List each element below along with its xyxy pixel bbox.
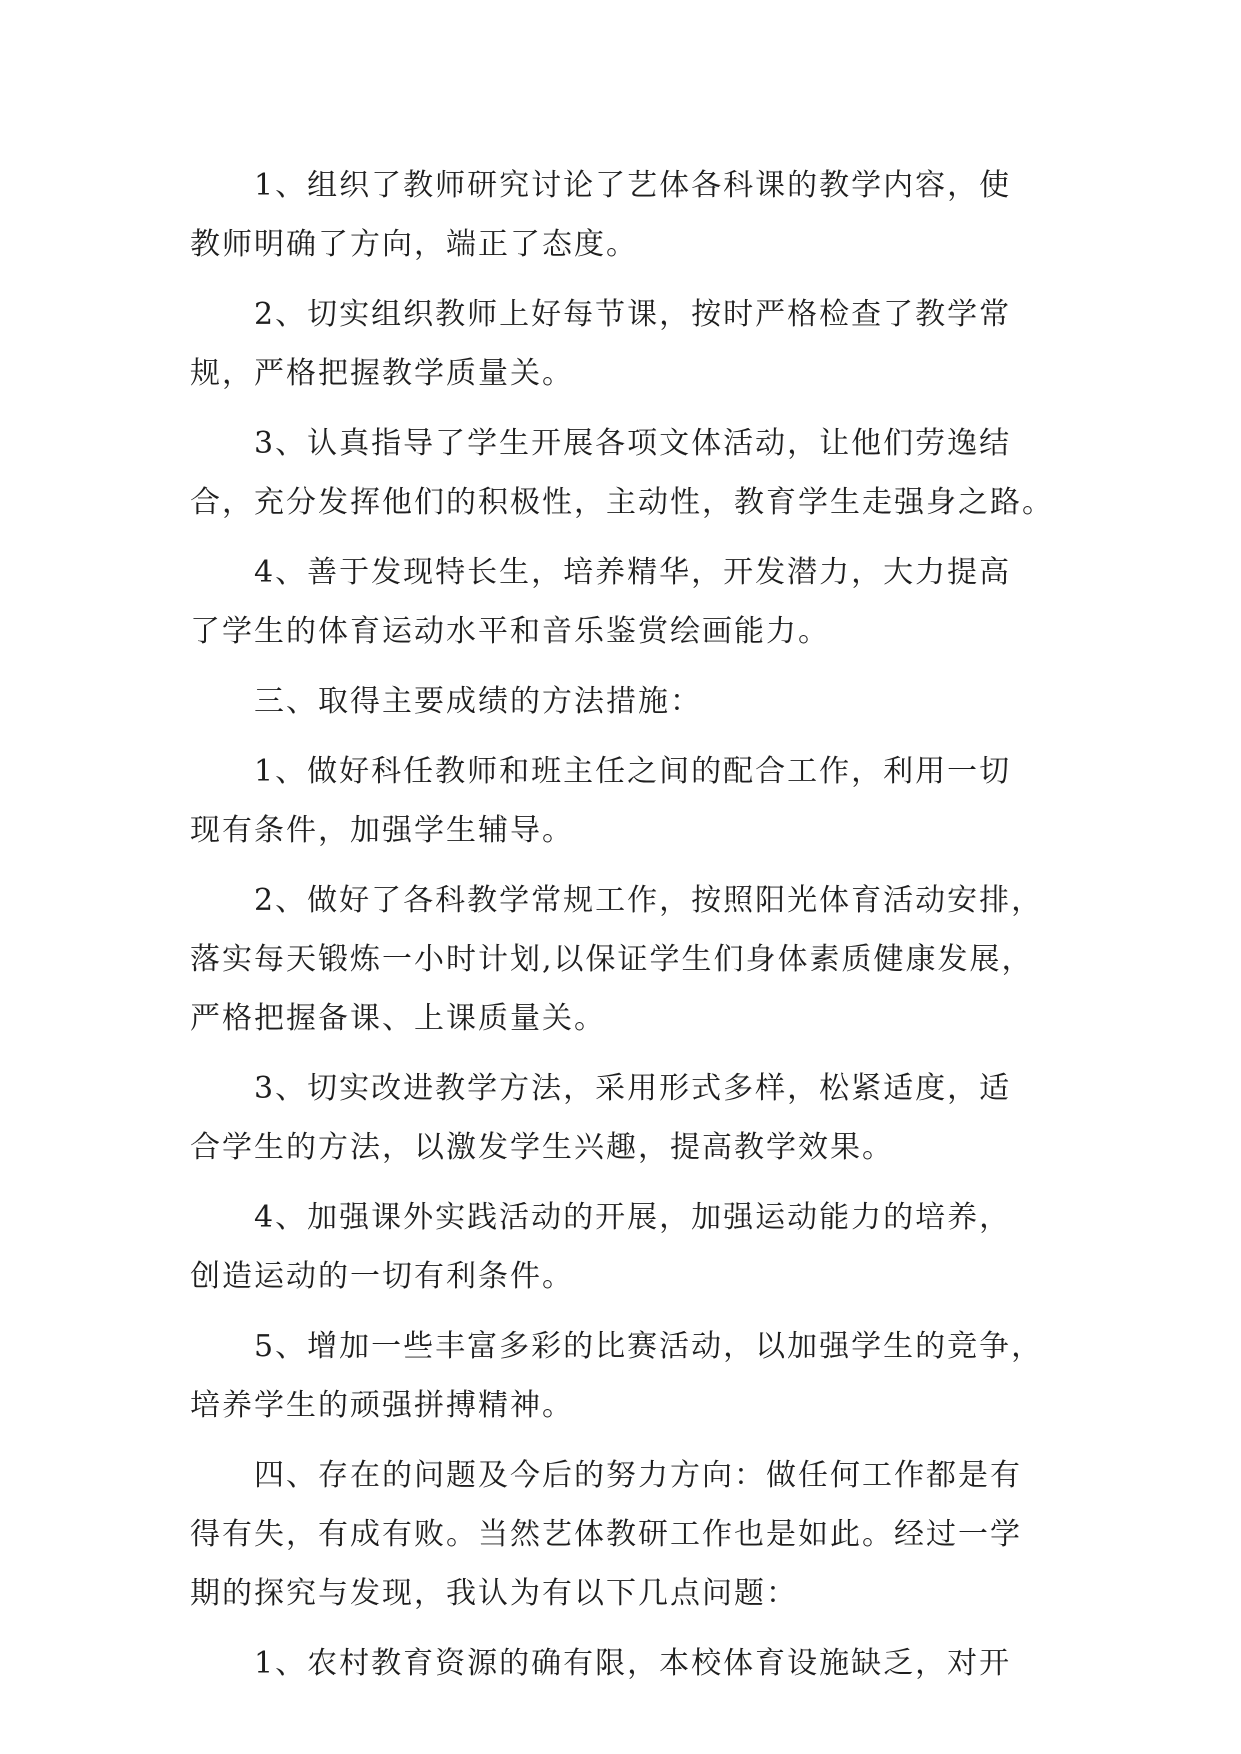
text-line: 5、增加一些丰富多彩的比赛活动，以加强学生的竞争， [254,1329,1044,1364]
paragraph-competitions [190,1317,1050,1435]
text-line: 了学生的体育运动水平和音乐鉴赏绘画能力。 [190,614,830,649]
paragraph-student-activities [190,414,1054,532]
text-line: 严格把握备课、上课质量关。 [190,1001,606,1036]
text-line: 1、做好科任教师和班主任之间的配合工作，利用一切 [254,754,1012,789]
paragraph-teaching-methods [190,1059,1050,1177]
text-line: 2、做好了各科教学常规工作，按照阳光体育活动安排， [254,883,1044,918]
text-line: 落实每天锻炼一小时计划,以保证学生们身体素质健康发展， [190,942,1034,977]
text-line: 合学生的方法，以激发学生兴趣，提高教学效果。 [190,1130,894,1165]
paragraph-rural-resources [190,1634,1050,1693]
document-body [190,156,1054,1704]
text-line: 规，严格把握教学质量关。 [190,356,574,391]
paragraph-talent-students [190,543,1050,661]
text-line: 2、切实组织教师上好每节课，按时严格检查了教学常 [254,297,1012,332]
section-heading-problems [190,1446,1050,1623]
text-line: 1、农村教育资源的确有限，本校体育设施缺乏，对开 [254,1646,1012,1681]
text-line: 4、加强课外实践活动的开展，加强运动能力的培养， [254,1200,1012,1235]
text-line: 合，充分发挥他们的积极性，主动性，教育学生走强身之路。 [190,485,1054,520]
text-line: 培养学生的顽强拼搏精神。 [190,1388,574,1423]
section-heading-methods [190,672,1050,731]
text-line: 4、善于发现特长生，培养精华，开发潜力，大力提高 [254,555,1012,590]
text-line: 1、组织了教师研究讨论了艺体各科课的教学内容，使 [254,168,1012,203]
text-line: 四、存在的问题及今后的努力方向：做任何工作都是有 [254,1458,1022,1493]
text-line: 创造运动的一切有利条件。 [190,1259,574,1294]
text-line: 3、切实改进教学方法，采用形式多样，松紧适度，适 [254,1071,1012,1106]
heading-text: 三、取得主要成绩的方法措施： [254,684,702,719]
text-line: 期的探究与发现，我认为有以下几点问题： [190,1576,798,1611]
paragraph-teaching-content [190,156,1050,274]
paragraph-practice-activities [190,1188,1050,1306]
paragraph-class-routine [190,285,1050,403]
text-line: 教师明确了方向，端正了态度。 [190,227,638,262]
text-line: 得有失，有成有败。当然艺体教研工作也是如此。经过一学 [190,1517,1022,1552]
paragraph-teacher-cooperation [190,742,1050,860]
paragraph-sunshine-sports [190,871,1050,1048]
text-line: 3、认真指导了学生开展各项文体活动，让他们劳逸结 [254,426,1012,461]
text-line: 现有条件，加强学生辅导。 [190,813,574,848]
